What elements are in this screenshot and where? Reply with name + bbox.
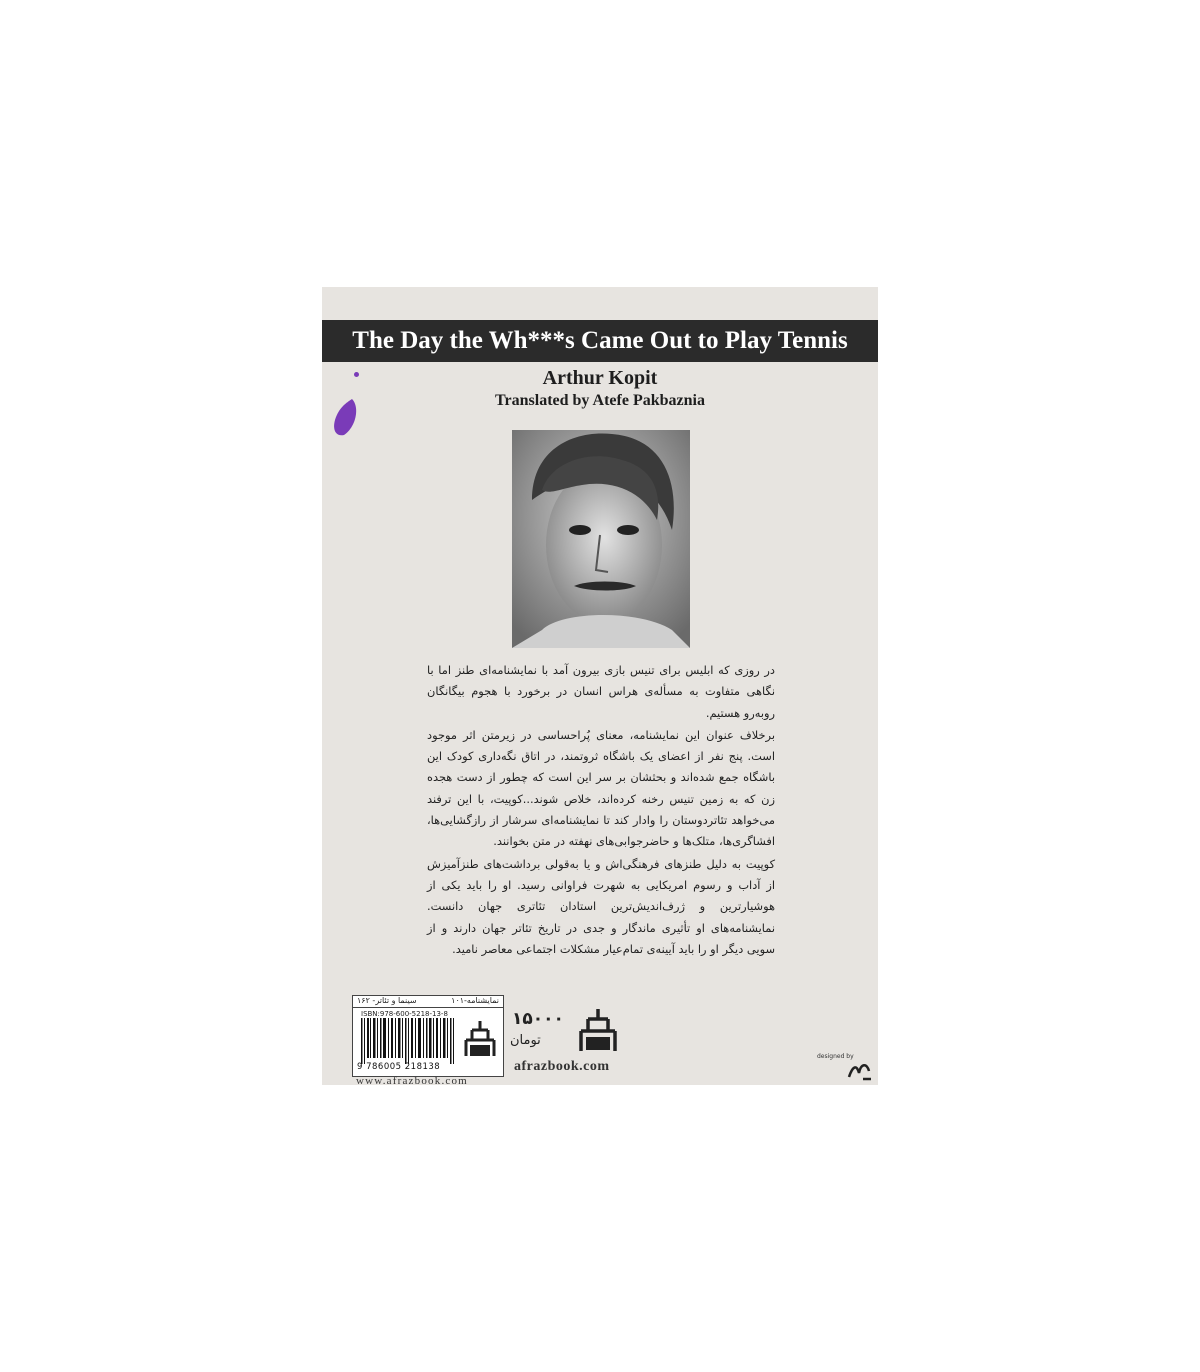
blurb-paragraph: برخلاف عنوان این نمایشنامه، معنای پُراحساسی در زیرمتن اثر موجود است. پنج نفر از اعضای یک باشگاه ثروتمند، در اتاق نگه‌داری کودک این باشگاه جمع شده‌اند و بحثشان بر سر این است که چطور از دست هجده زن که به زمین تنیس رخنه کرده‌اند، خلاص شوند...کوپیت، با این ترفند می‌خواهد تئاتردوستان را وادار کند تا نمایشنامه‌ای سرشار از رازگشایی‌ها، افشاگری‌ها، متلک‌ها و حاضرجوابی‌های نهفته در متن بخوانند. [427, 727, 775, 849]
translator-line: Translated by Atefe Pakbaznia [495, 392, 705, 409]
series-left: سینما و تئاتر- ۱۶۲ [357, 996, 417, 1005]
barcode-box [352, 995, 504, 1077]
blurb-paragraph: کوپیت به دلیل طنزهای فرهنگی‌اش و یا به‌قولی برداشت‌های طنزآمیزش از آداب و رسوم امریکایی به شهرت فراوانی رسید. او را باید یکی از هوشیارترین و ژرف‌اندیش‌ترین استادان تئاتری جهان دانست. نمایشنامه‌های او تأثیری ماندگار و جدی در تاریخ تئاتر جهان دارند و از سویی دیگر او را باید آیینه‌ی تمام‌عیار مشکلات اجتماعی معاصر نامید. [427, 856, 775, 956]
publisher-url: afrazbook.com [514, 1059, 610, 1074]
barcode-digits: 9 786005 218138 [357, 1062, 441, 1072]
blurb-paragraph: در روزی که ابلیس برای تنیس بازی بیرون آمد با نمایشنامه‌ای طنز اما با نگاهی متفاوت به مسأله‌ی هراس انسان در برخورد با هجوم بیگانگان روبه‌رو هستیم. [427, 663, 775, 720]
series-right: نمایشنامه-۱۰۱ [451, 996, 499, 1005]
english-title: The Day the Wh***s Came Out to Play Tennis [352, 327, 848, 354]
afraz-publisher-logo-icon [578, 1007, 618, 1053]
designer-signature-icon [845, 1059, 875, 1083]
series-info [353, 996, 503, 1008]
website-url: www.afrazbook.com [356, 1075, 468, 1087]
afraz-logo-icon [463, 1018, 497, 1060]
price-value: ۱۵۰۰۰ [512, 1009, 564, 1029]
designed-by-label: designed by [817, 1053, 854, 1060]
barcode-icon [359, 1018, 459, 1064]
english-title-bar [322, 320, 878, 362]
persian-blurb [427, 660, 775, 960]
book-back-cover [322, 287, 878, 1085]
price-block [508, 1007, 618, 1067]
author-name: Arthur Kopit [542, 367, 658, 389]
price-currency: تومان [510, 1033, 541, 1048]
author-portrait [512, 430, 690, 648]
isbn-text: ISBN:978-600-5218-13-8 [361, 1010, 448, 1018]
